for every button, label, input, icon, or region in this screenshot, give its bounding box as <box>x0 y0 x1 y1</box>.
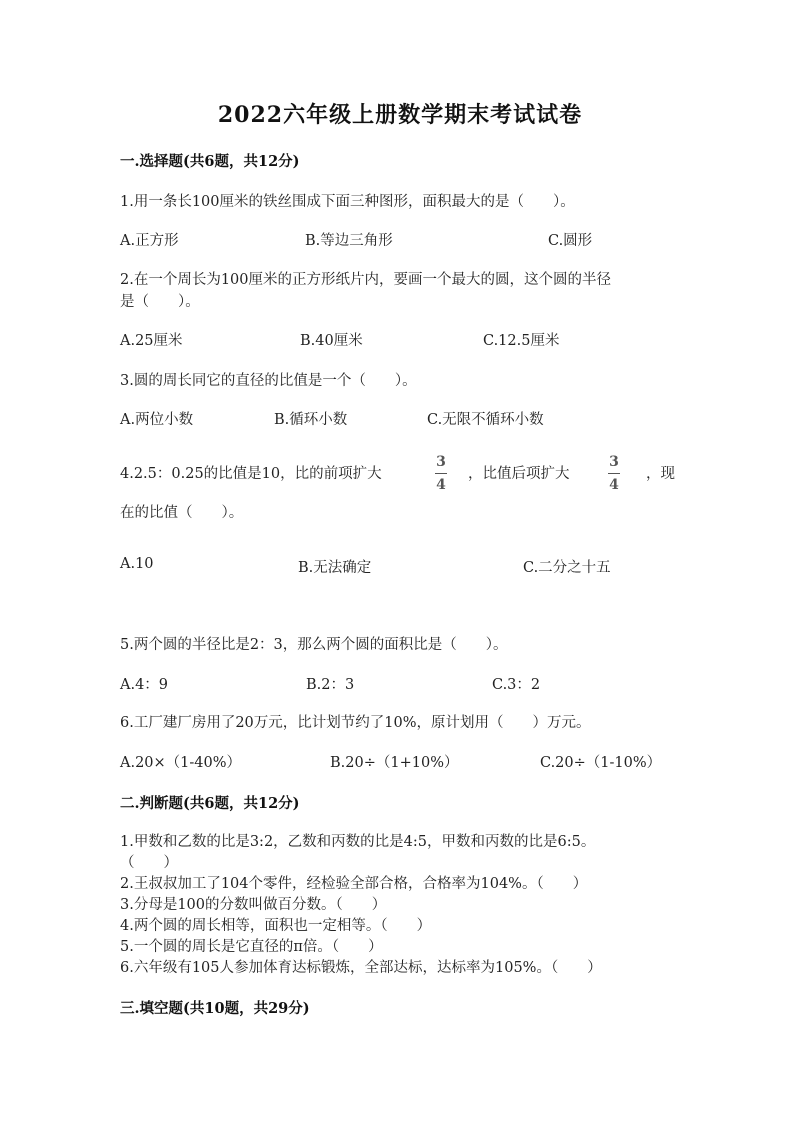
fraction-bar <box>608 473 620 474</box>
question-1-stem: 1.用一条长100厘米的铁丝围成下面三种图形，面积最大的是（ ）。 <box>120 194 575 210</box>
question-4-stem-part1: 4.2.5：0.25的比值是10，比的前项扩大 <box>120 466 382 482</box>
question-1-option-b: B.等边三角形 <box>305 233 393 249</box>
question-5-option-b: B.2：3 <box>306 677 355 693</box>
question-4-option-c: C.二分之十五 <box>523 560 611 576</box>
question-2-option-b: B.40厘米 <box>300 333 363 349</box>
fraction-bar <box>435 473 447 474</box>
section-heading-fill-blank: 三.填空题(共10题，共29分) <box>120 1000 310 1017</box>
question-6-stem: 6.工厂建厂房用了20万元，比计划节约了10%，原计划用（ ）万元。 <box>120 715 591 731</box>
fraction-numerator: 3 <box>436 454 446 470</box>
question-4-fraction-2 <box>606 454 622 493</box>
question-4-fraction-1 <box>433 454 449 493</box>
question-2-option-c: C.12.5厘米 <box>483 333 560 349</box>
question-5-option-a: A.4：9 <box>120 677 169 693</box>
tf-item-6: 6.六年级有105人参加体育达标锻炼，全部达标，达标率为105%。（ ） <box>120 960 602 976</box>
tf-item-5: 5.一个圆的周长是它直径的π倍。（ ） <box>120 939 383 955</box>
tf-item-1: 1.甲数和乙数的比是3:2，乙数和丙数的比是4:5，甲数和丙数的比是6:5。 <box>120 834 596 850</box>
question-2-stem-line2: 是（ ）。 <box>120 294 200 310</box>
section-heading-true-false: 二.判断题(共6题，共12分) <box>120 795 300 812</box>
question-2-stem-line1: 2.在一个周长为100厘米的正方形纸片内，要画一个最大的圆，这个圆的半径 <box>120 272 612 288</box>
question-1-option-c: C.圆形 <box>548 233 593 249</box>
tf-item-4: 4.两个圆的周长相等，面积也一定相等。（ ） <box>120 918 432 934</box>
question-3-stem: 3.圆的周长同它的直径的比值是一个（ ）。 <box>120 373 417 389</box>
tf-item-3: 3.分母是100的分数叫做百分数。（ ） <box>120 897 387 913</box>
question-6-option-c: C.20÷（1-10%） <box>540 755 662 771</box>
question-4-stem-line2: 在的比值（ ）。 <box>120 505 244 521</box>
question-1-option-a: A.正方形 <box>120 233 179 249</box>
question-3-option-b: B.循环小数 <box>274 412 348 428</box>
question-4-stem-part2: ，比值后项扩大 <box>468 466 570 482</box>
question-4-stem-part3: ，现 <box>646 466 675 482</box>
question-6-option-a: A.20×（1-40%） <box>120 755 242 771</box>
tf-item-1-blank: （ ） <box>120 855 178 871</box>
question-4-option-a: A.10 <box>120 556 154 572</box>
question-3-option-c: C.无限不循环小数 <box>427 412 544 428</box>
page-title: 2022六年级上册数学期末考试试卷 <box>217 102 583 128</box>
question-2-option-a: A.25厘米 <box>120 333 183 349</box>
fraction-numerator: 3 <box>609 454 619 470</box>
fraction-denominator: 4 <box>609 477 619 493</box>
fraction-denominator: 4 <box>436 477 446 493</box>
section-heading-choice: 一.选择题(共6题，共12分) <box>120 153 300 170</box>
question-4-option-b: B.无法确定 <box>298 560 372 576</box>
question-6-option-b: B.20÷（1+10%） <box>330 755 459 771</box>
question-3-option-a: A.两位小数 <box>120 412 194 428</box>
question-5-stem: 5.两个圆的半径比是2：3，那么两个圆的面积比是（ ）。 <box>120 637 508 653</box>
tf-item-2: 2.王叔叔加工了104个零件，经检验全部合格，合格率为104%。（ ） <box>120 876 588 892</box>
question-5-option-c: C.3：2 <box>492 677 541 693</box>
